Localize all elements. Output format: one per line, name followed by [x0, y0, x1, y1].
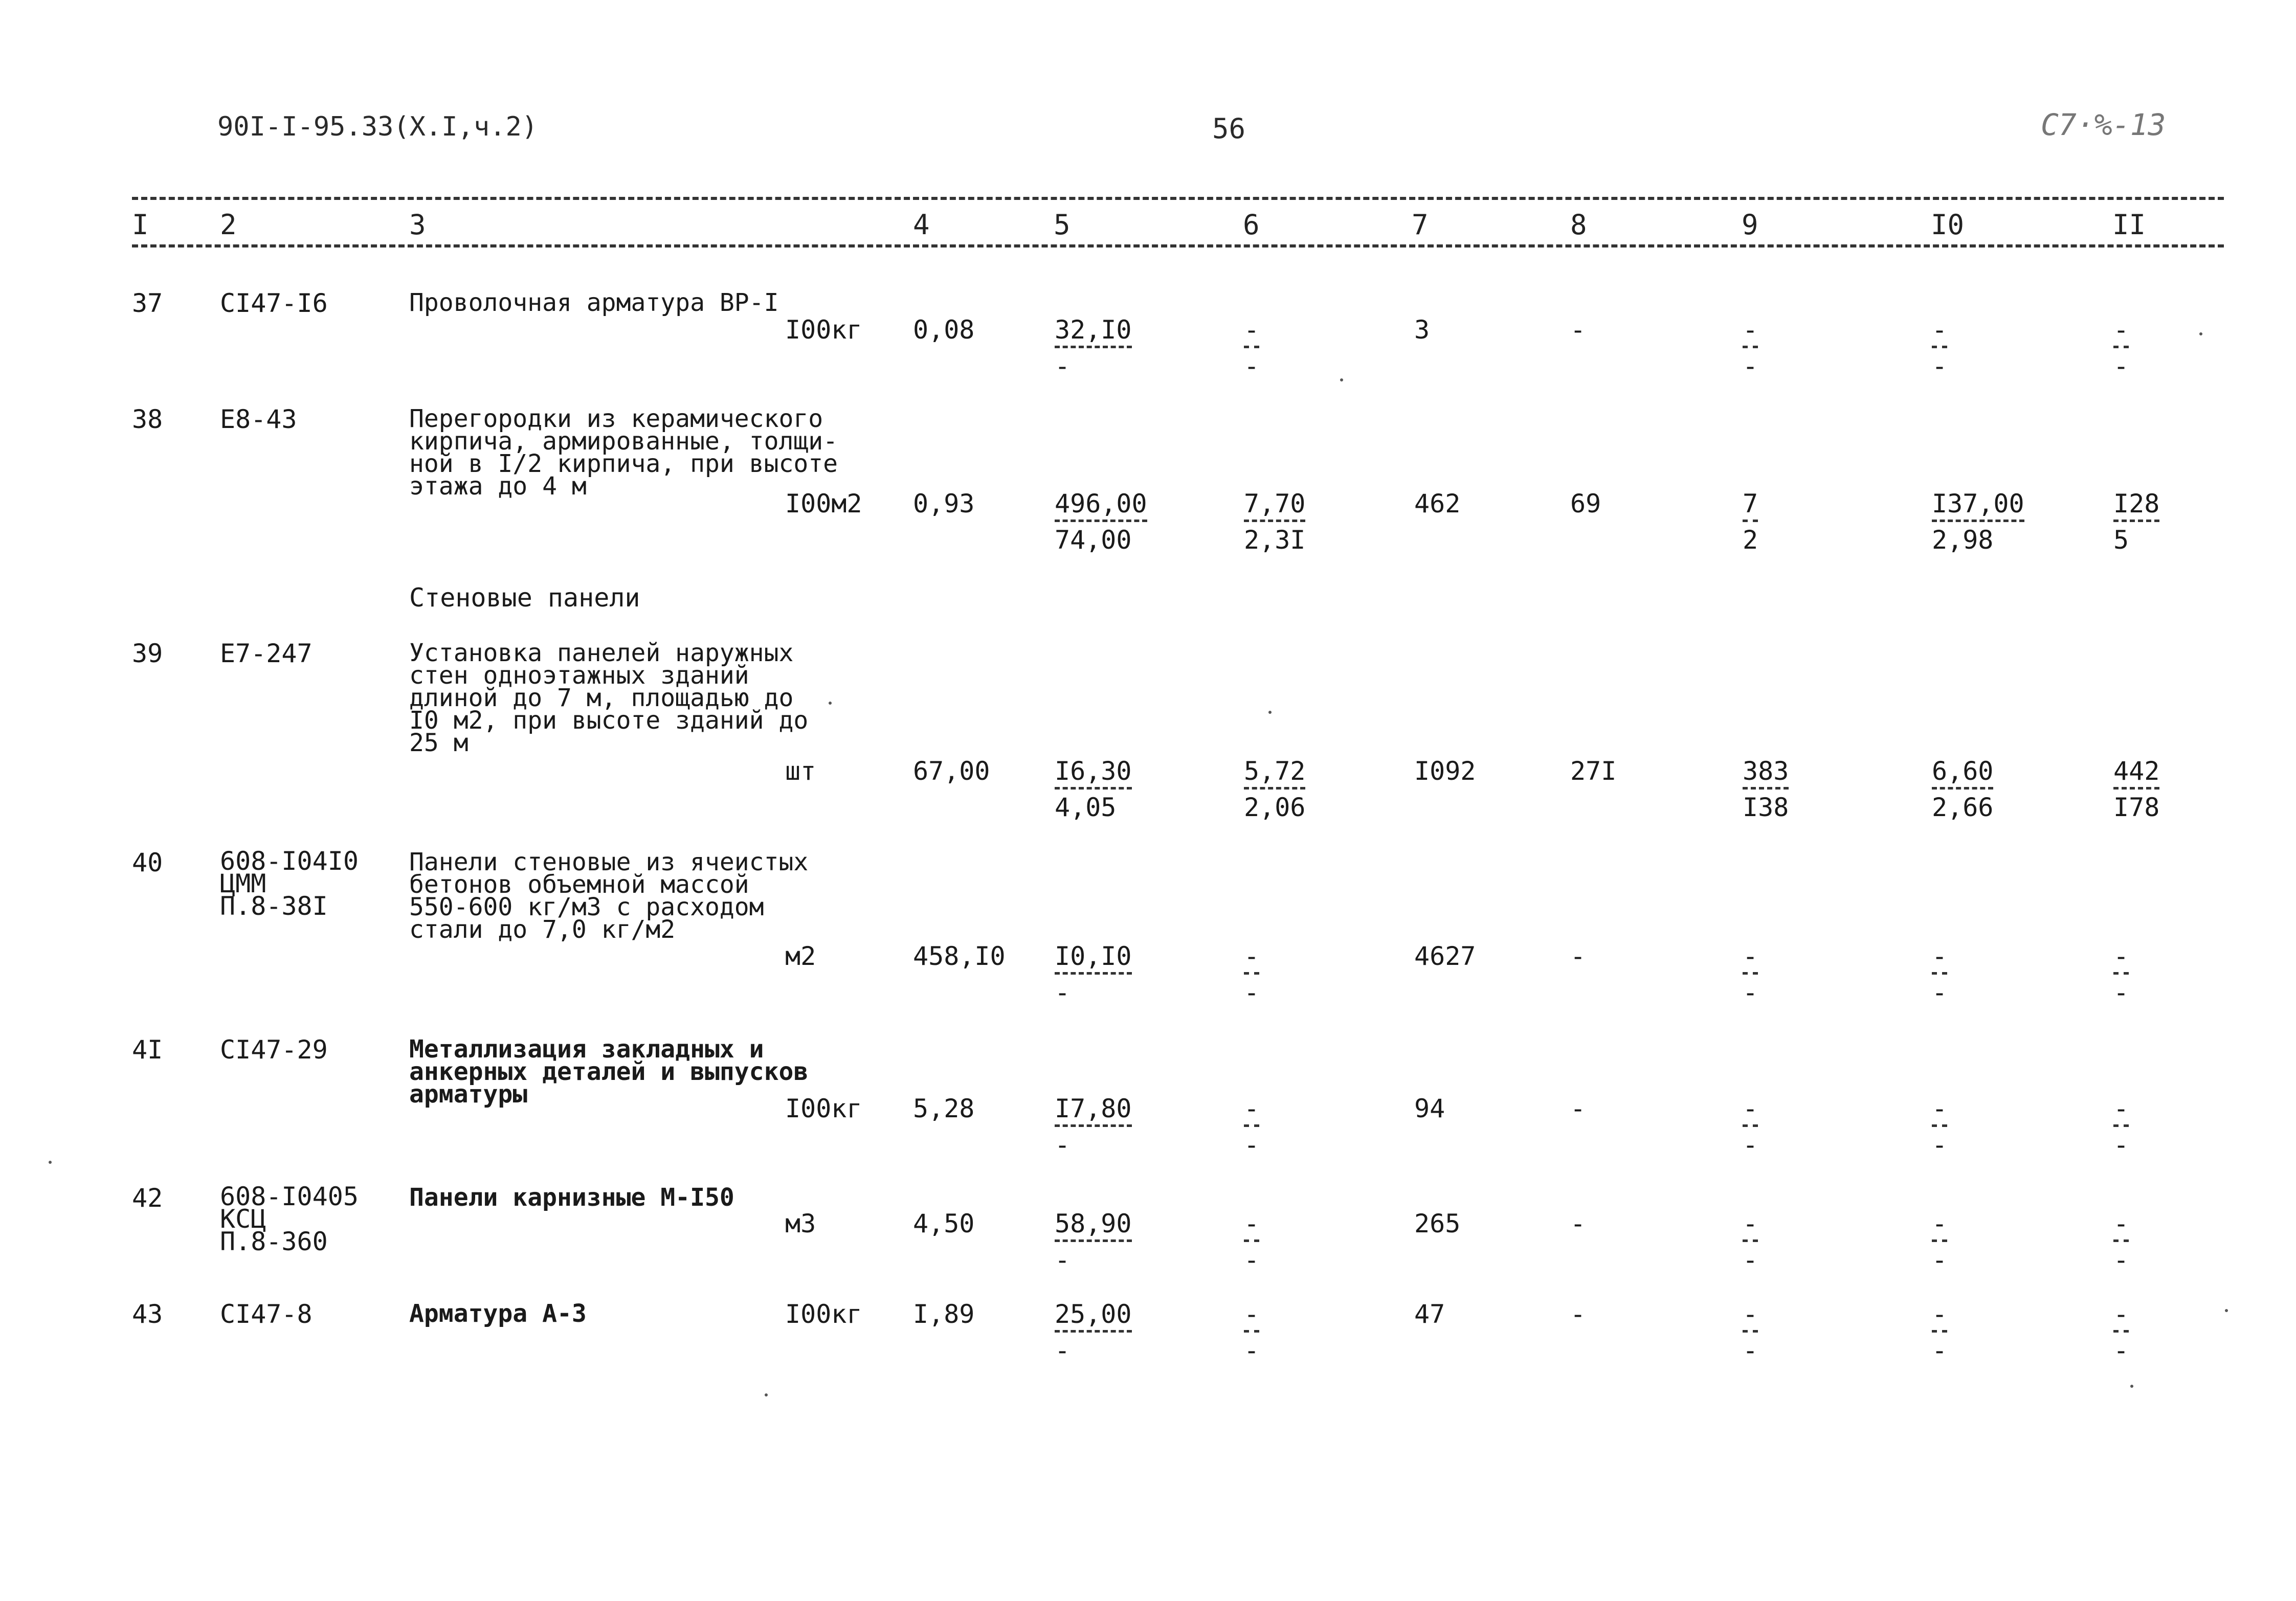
column-header-9: 9 — [1742, 209, 1758, 241]
numerator: 442 — [2113, 756, 2160, 786]
denominator: - — [1743, 351, 1758, 381]
row-number: 40 — [132, 848, 163, 877]
denominator: 4,05 — [1055, 793, 1117, 822]
column-9-fraction — [1743, 943, 1758, 1005]
unit: м3 — [785, 1209, 816, 1238]
unit-cost-fraction — [1055, 758, 1132, 820]
price-code: 608-I0405 КСЦ П.8-360 — [220, 1182, 359, 1256]
column-header-8: 8 — [1570, 209, 1587, 241]
column-11-fraction — [2113, 1211, 2129, 1273]
total-cost: 462 — [1414, 489, 1461, 518]
row-number: 37 — [132, 288, 163, 318]
numerator: - — [1743, 941, 1758, 971]
scan-speck — [2225, 1309, 2228, 1312]
work-description: Арматура А-3 — [409, 1299, 587, 1328]
numerator: - — [1932, 941, 1948, 971]
numerator: - — [2113, 941, 2129, 971]
wages-total: 27I — [1570, 756, 1617, 786]
denominator: - — [1244, 1245, 1260, 1275]
total-cost: 94 — [1414, 1094, 1445, 1123]
numerator: - — [2113, 315, 2129, 345]
wages-total: - — [1570, 315, 1586, 345]
column-9-fraction — [1743, 1096, 1758, 1158]
wages-total: 69 — [1570, 489, 1601, 518]
numerator: - — [1932, 1209, 1948, 1238]
numerator: - — [1743, 315, 1758, 345]
unit: I00кг — [785, 1094, 862, 1123]
section-heading: Стеновые панели — [409, 583, 640, 613]
unit-cost-fraction — [1055, 317, 1132, 379]
column-10-fraction — [1932, 491, 2024, 553]
column-11-fraction — [2113, 317, 2129, 379]
denominator: - — [1244, 978, 1260, 1007]
unit-cost-fraction — [1055, 1301, 1132, 1363]
row-number: 39 — [132, 639, 163, 668]
column-10-fraction — [1932, 758, 1993, 820]
numerator: 496,00 — [1055, 489, 1147, 518]
total-cost: I092 — [1414, 756, 1476, 786]
column-header-10: I0 — [1931, 209, 1965, 241]
numerator: - — [1244, 1094, 1260, 1123]
denominator: 74,00 — [1055, 525, 1132, 555]
column-header-11: II — [2112, 209, 2146, 241]
denominator: 2,06 — [1244, 793, 1306, 822]
numerator: 25,00 — [1055, 1299, 1132, 1329]
denominator: - — [2113, 1130, 2129, 1160]
numerator: - — [2113, 1094, 2129, 1123]
scan-speck — [829, 702, 832, 705]
machine-cost-fraction — [1244, 1096, 1259, 1158]
denominator: - — [1055, 1336, 1071, 1365]
row-number: 4I — [132, 1035, 163, 1065]
denominator: - — [1743, 978, 1758, 1007]
unit: I00кг — [785, 1299, 862, 1329]
unit-cost-fraction — [1055, 1096, 1132, 1158]
column-header-7: 7 — [1412, 209, 1429, 241]
quantity: 458,I0 — [913, 941, 1006, 971]
numerator: 7,70 — [1244, 489, 1306, 518]
price-code: CI47-I6 — [220, 288, 328, 318]
denominator: - — [2113, 1245, 2129, 1275]
machine-cost-fraction — [1244, 317, 1259, 379]
column-header-5: 5 — [1054, 209, 1071, 241]
machine-cost-fraction — [1244, 758, 1305, 820]
row-number: 38 — [132, 404, 163, 434]
unit-cost-fraction — [1055, 1211, 1132, 1273]
archive-stamp: C7·%-13 — [2041, 107, 2166, 142]
column-11-fraction — [2113, 491, 2159, 553]
total-cost: 3 — [1414, 315, 1430, 345]
denominator: 5 — [2113, 525, 2129, 555]
numerator: - — [1743, 1299, 1758, 1329]
numerator: 383 — [1743, 756, 1789, 786]
scan-speck — [49, 1161, 52, 1164]
numerator: - — [1244, 1209, 1260, 1238]
work-description: Установка панелей наружных стен одноэтажных зданий длиной до 7 м, площадью до I0 м2, при высоте зданий до 25 м — [409, 639, 809, 757]
numerator: - — [1743, 1209, 1758, 1238]
work-description: Проволочная арматура BP-I — [409, 288, 779, 317]
denominator: I38 — [1743, 793, 1789, 822]
column-10-fraction — [1932, 943, 1947, 1005]
price-code: CI47-8 — [220, 1299, 313, 1329]
denominator: - — [1244, 351, 1260, 381]
denominator: - — [2113, 351, 2129, 381]
row-number: 42 — [132, 1183, 163, 1213]
column-11-fraction — [2113, 1096, 2129, 1158]
numerator: I7,80 — [1055, 1094, 1132, 1123]
unit: м2 — [785, 941, 816, 971]
denominator: - — [2113, 1336, 2129, 1365]
column-10-fraction — [1932, 1211, 1947, 1273]
unit: I00кг — [785, 315, 862, 345]
numerator: I28 — [2113, 489, 2160, 518]
column-9-fraction — [1743, 1211, 1758, 1273]
column-header-6: 6 — [1243, 209, 1260, 241]
row-number: 43 — [132, 1299, 163, 1329]
machine-cost-fraction — [1244, 1211, 1259, 1273]
price-code: E7-247 — [220, 639, 313, 668]
wages-total: - — [1570, 941, 1586, 971]
wages-total: - — [1570, 1299, 1586, 1329]
header-rule-bottom — [132, 244, 2224, 247]
denominator: - — [1743, 1245, 1758, 1275]
total-cost: 4627 — [1414, 941, 1476, 971]
header-rule-top — [132, 197, 2224, 200]
denominator: 2,66 — [1932, 793, 1994, 822]
quantity: 5,28 — [913, 1094, 975, 1123]
total-cost: 265 — [1414, 1209, 1461, 1238]
numerator: I37,00 — [1932, 489, 2024, 518]
numerator: - — [1244, 941, 1260, 971]
scan-speck — [1268, 711, 1272, 714]
denominator: - — [1055, 978, 1071, 1007]
document-code: 90I-I-95.33(X.I,ч.2) — [217, 111, 538, 142]
column-9-fraction — [1743, 491, 1758, 553]
unit: шт — [785, 756, 816, 786]
column-header-2: 2 — [220, 209, 237, 241]
wages-total: - — [1570, 1094, 1586, 1123]
numerator: I6,30 — [1055, 756, 1132, 786]
denominator: - — [1055, 1245, 1071, 1275]
numerator: - — [1244, 1299, 1260, 1329]
column-9-fraction — [1743, 317, 1758, 379]
denominator: - — [1932, 1130, 1948, 1160]
numerator: - — [1932, 1094, 1948, 1123]
unit-cost-fraction — [1055, 491, 1147, 553]
page-number: 56 — [1212, 112, 1246, 145]
quantity: I,89 — [913, 1299, 975, 1329]
total-cost: 47 — [1414, 1299, 1445, 1329]
scan-speck — [765, 1393, 768, 1396]
wages-total: - — [1570, 1209, 1586, 1238]
scan-speck — [2199, 332, 2202, 335]
quantity: 0,93 — [913, 489, 975, 518]
machine-cost-fraction — [1244, 491, 1305, 553]
price-code: 608-I04I0 ЦММ П.8-38I — [220, 846, 359, 921]
price-code: E8-43 — [220, 404, 297, 434]
numerator: - — [2113, 1209, 2129, 1238]
numerator: 5,72 — [1244, 756, 1306, 786]
machine-cost-fraction — [1244, 1301, 1259, 1363]
denominator: - — [1932, 1245, 1948, 1275]
scan-speck — [1340, 378, 1343, 381]
work-description: Перегородки из керамического кирпича, армированные, толщи- ной в I/2 кирпича, при высоте этажа до 4 м — [409, 404, 838, 501]
numerator: 32,I0 — [1055, 315, 1132, 345]
column-header-4: 4 — [913, 209, 930, 241]
numerator: - — [1932, 315, 1948, 345]
column-11-fraction — [2113, 1301, 2129, 1363]
denominator: - — [1244, 1336, 1260, 1365]
denominator: - — [2113, 978, 2129, 1007]
numerator: - — [1743, 1094, 1758, 1123]
work-description: Панели стеновые из ячеистых бетонов объемной массой 550-600 кг/м3 с расходом стали до 7,0 кг/м2 — [409, 848, 809, 944]
numerator: - — [2113, 1299, 2129, 1329]
numerator: 7 — [1743, 489, 1758, 518]
quantity: 67,00 — [913, 756, 990, 786]
denominator: - — [1055, 1130, 1071, 1160]
denominator: - — [1055, 351, 1071, 381]
numerator: - — [1932, 1299, 1948, 1329]
denominator: - — [1932, 351, 1948, 381]
numerator: - — [1244, 315, 1260, 345]
unit: I00м2 — [785, 489, 862, 518]
machine-cost-fraction — [1244, 943, 1259, 1005]
denominator: - — [1932, 1336, 1948, 1365]
denominator: - — [1244, 1130, 1260, 1160]
column-header-3: 3 — [409, 209, 426, 241]
unit-cost-fraction — [1055, 943, 1132, 1005]
column-11-fraction — [2113, 758, 2159, 820]
work-description: Металлизация закладных и анкерных деталей и выпусков арматуры — [409, 1035, 809, 1109]
denominator: 2,98 — [1932, 525, 1994, 555]
denominator: - — [1743, 1130, 1758, 1160]
column-header-1: I — [132, 209, 149, 241]
denominator: - — [1932, 978, 1948, 1007]
column-10-fraction — [1932, 1301, 1947, 1363]
scan-speck — [2130, 1385, 2133, 1388]
column-9-fraction — [1743, 1301, 1758, 1363]
denominator: 2,3I — [1244, 525, 1306, 555]
numerator: 58,90 — [1055, 1209, 1132, 1238]
numerator: I0,I0 — [1055, 941, 1132, 971]
numerator: 6,60 — [1932, 756, 1994, 786]
denominator: 2 — [1743, 525, 1758, 555]
column-9-fraction — [1743, 758, 1789, 820]
column-11-fraction — [2113, 943, 2129, 1005]
denominator: I78 — [2113, 793, 2160, 822]
work-description: Панели карнизные М-I50 — [409, 1183, 734, 1212]
quantity: 0,08 — [913, 315, 975, 345]
quantity: 4,50 — [913, 1209, 975, 1238]
column-10-fraction — [1932, 317, 1947, 379]
denominator: - — [1743, 1336, 1758, 1365]
column-10-fraction — [1932, 1096, 1947, 1158]
price-code: CI47-29 — [220, 1035, 328, 1065]
